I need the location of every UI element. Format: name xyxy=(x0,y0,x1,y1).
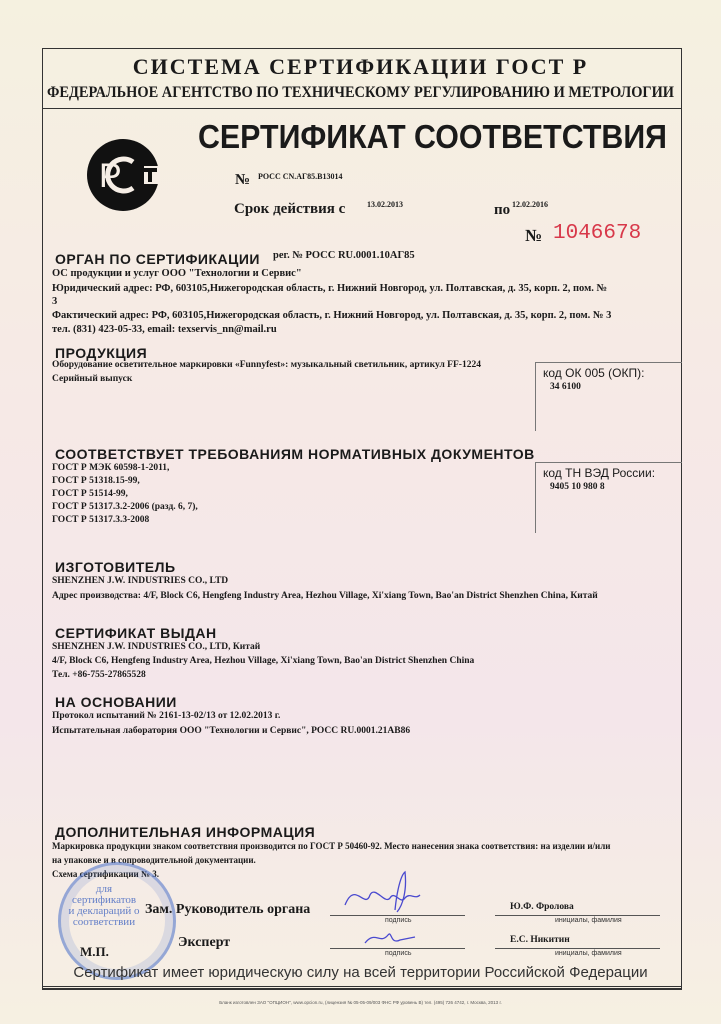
standard-item: ГОСТ Р 51318.15-99, xyxy=(52,476,140,486)
legal-address-cont: 3 xyxy=(52,296,58,307)
issued-address: 4/F, Block C6, Hengfeng Industry Area, Hezhou Village, Xi'xiang Town, Bao'an District Shenzhen China xyxy=(52,656,475,666)
expert-label: Эксперт xyxy=(178,935,231,950)
blank-no-label: № xyxy=(525,226,543,245)
validity-label: Срок действия с xyxy=(234,201,346,217)
standards-heading: СООТВЕТСТВУЕТ ТРЕБОВАНИЯМ НОРМАТИВНЫХ ДОКУМЕНТОВ xyxy=(55,446,535,462)
rst-logo-icon xyxy=(86,138,160,212)
blank-number: 1046678 xyxy=(553,222,642,245)
tnved-label: код ТН ВЭД России: xyxy=(543,466,656,480)
head-label: Зам. Руководитель органа xyxy=(145,902,311,917)
extra-line: Схема сертификации № 3. xyxy=(52,869,159,879)
agency-title: ФЕДЕРАЛЬНОЕ АГЕНТСТВО ПО ТЕХНИЧЕСКОМУ РЕГУЛИРОВАНИЮ И МЕТРОЛОГИИ xyxy=(46,84,675,101)
header-divider xyxy=(42,108,682,109)
manufacturer-name: SHENZHEN J.W. INDUSTRIES CO., LTD xyxy=(52,576,229,586)
basis-heading: НА ОСНОВАНИИ xyxy=(55,694,177,710)
product-desc: Оборудование осветительное маркировки «Funnyfest»: музыкальный светильник, артикул FF-1224 xyxy=(52,360,481,370)
sign-caption: подпись xyxy=(385,950,412,957)
head-signature xyxy=(335,870,430,914)
cert-number: РОСС CN.АГ85.В13014 xyxy=(258,172,343,181)
head-name-line xyxy=(495,915,660,916)
legal-force-note: Сертификат имеет юридическую силу на всей территории Российской Федерации xyxy=(73,964,648,981)
issued-heading: СЕРТИФИКАТ ВЫДАН xyxy=(55,625,217,641)
cert-body-heading: ОРГАН ПО СЕРТИФИКАЦИИ xyxy=(55,251,260,267)
basis-lab: Испытательная лаборатория ООО "Технологии и Сервис", РОСС RU.0001.21АВ86 xyxy=(52,726,411,736)
document-title: СЕРТИФИКАТ СООТВЕТСТВИЯ xyxy=(198,118,667,155)
expert-name: Е.С. Никитин xyxy=(510,935,570,945)
okp-code: 34 6100 xyxy=(550,382,581,392)
sign-caption: подпись xyxy=(385,917,412,924)
actual-address: Фактический адрес: РФ, 603105,Нижегородская область, г. Нижний Новгород, ул. Полтавская, д. 35, корп. 2, пом. № 3 xyxy=(52,310,612,321)
expert-signature-line xyxy=(330,948,465,949)
standard-item: ГОСТ Р 51317.3.3-2008 xyxy=(52,515,150,525)
name-caption: инициалы, фамилия xyxy=(555,917,622,924)
expert-name-line xyxy=(495,948,660,949)
head-name: Ю.Ф. Фролова xyxy=(510,902,574,912)
name-caption: инициалы, фамилия xyxy=(555,950,622,957)
cert-body-name: ОС продукции и услуг ООО "Технологии и Сервис" xyxy=(52,268,302,279)
manufacturer-address: Адрес производства: 4/F, Block C6, Hengfeng Industry Area, Hezhou Village, Xi'xiang Town, Bao'an District Shenzhen China, Китай xyxy=(52,591,598,601)
basis-protocol: Протокол испытаний № 2161-13-02/13 от 12.02.2013 г. xyxy=(52,711,281,721)
svg-text:P: P xyxy=(99,157,122,195)
cert-body-reg: рег. № РОСС RU.0001.10АГ85 xyxy=(273,250,415,261)
standard-item: ГОСТ Р МЭК 60598-1-2011, xyxy=(52,463,170,473)
manufacturer-heading: ИЗГОТОВИТЕЛЬ xyxy=(55,559,176,575)
contacts: тел. (831) 423-05-33, email: texservis_nn@mail.ru xyxy=(52,324,277,335)
extra-line: на упаковке и в сопроводительной документации. xyxy=(52,855,256,865)
mp-label: М.П. xyxy=(80,944,109,959)
bottom-divider xyxy=(42,986,682,989)
okp-label: код ОК 005 (ОКП): xyxy=(543,366,645,380)
extra-line: Маркировка продукции знаком соответствия производится по ГОСТ Р 50460-92. Место нанесения знака соответствия: на изделии и/или xyxy=(52,841,611,851)
standard-item: ГОСТ Р 51317.3.2-2006 (разд. 6, 7), xyxy=(52,502,198,512)
product-heading: ПРОДУКЦИЯ xyxy=(55,345,148,361)
system-title: СИСТЕМА СЕРТИФИКАЦИИ ГОСТ Р xyxy=(132,54,589,79)
issued-phone: Тел. +86-755-27865528 xyxy=(52,670,146,680)
valid-from: 13.02.2013 xyxy=(367,200,403,209)
valid-to: 12.02.2016 xyxy=(512,200,548,209)
extra-heading: ДОПОЛНИТЕЛЬНАЯ ИНФОРМАЦИЯ xyxy=(55,824,316,840)
tnved-code: 9405 10 980 8 xyxy=(550,482,605,492)
head-signature-line xyxy=(330,915,465,916)
expert-signature xyxy=(360,925,420,947)
standard-item: ГОСТ Р 51514-99, xyxy=(52,489,128,499)
legal-address: Юридический адрес: РФ, 603105,Нижегородская область, г. Нижний Новгород, ул. Полтавская, д. 35, корп. 2, пом. № xyxy=(52,283,608,294)
product-release: Серийный выпуск xyxy=(52,374,133,384)
valid-to-label: по xyxy=(494,202,511,218)
cert-no-label: № xyxy=(235,172,251,188)
seal-stamp-text: для сертификатов и деклараций о соответствии xyxy=(68,883,140,928)
issued-name: SHENZHEN J.W. INDUSTRIES CO., LTD, Китай xyxy=(52,642,261,652)
printer-note: Бланк изготовлен ЗАО "ОПЦИОН", www.opcion.ru, (лицензия № 05-05-09/003 ФНС РФ уровень В) тел. (495) 726 4742, г. Москва, 2013 г. xyxy=(219,1000,502,1005)
